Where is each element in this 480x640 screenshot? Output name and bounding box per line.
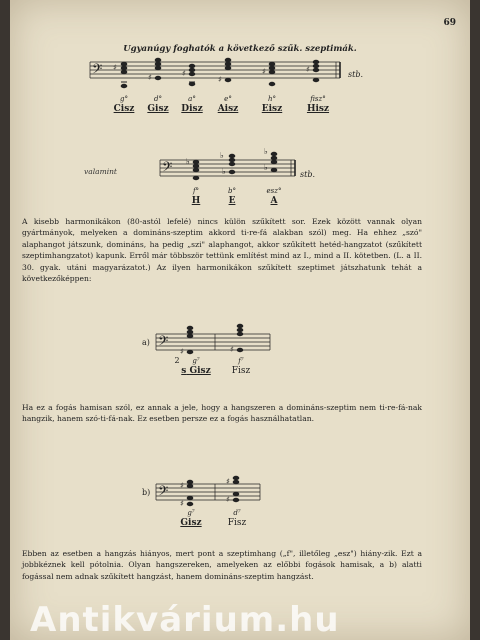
svg-text:♭: ♭ bbox=[186, 157, 190, 166]
svg-text:♯: ♯ bbox=[306, 65, 310, 74]
svg-text:♯: ♯ bbox=[180, 499, 184, 508]
svg-text:♯: ♯ bbox=[230, 345, 234, 354]
page-number: 69 bbox=[443, 18, 456, 28]
label-2: d° Gisz bbox=[147, 95, 169, 114]
example-b-label: b) bbox=[142, 488, 151, 497]
svg-text:♯: ♯ bbox=[182, 69, 186, 78]
label-4: e° Aisz bbox=[217, 95, 239, 114]
paragraph-1: A kisebb harmonikákon (80-astól lefelé) nincs külön szűkített sor. Ezek között vannak olyan gyártmányok, melyeken a domináns-szeptim akkord ti-re-fá alakban szól) meg. Ha ehhez „szó" alaphangot játszunk, domináns, ha pedig „szi" alaphangot, akkor szűkített hetéd-hangzatot (szűkített szeptimhangzatot) kapunk. Erről már többször tettünk említést mind az I., mind a II. kötetben. (L. a II. 30. gyak. utáni magyarázatot.) Az ilyen harmonikákon szűkített szeptimet játszhatunk tehát a következőképpen: bbox=[22, 217, 422, 284]
svg-text:♭: ♭ bbox=[264, 147, 268, 156]
svg-text:𝄢: 𝄢 bbox=[158, 483, 169, 502]
svg-text:♯: ♯ bbox=[226, 495, 230, 504]
svg-text:♯: ♯ bbox=[180, 347, 184, 356]
label-b-1: g⁷ Gisz bbox=[180, 509, 202, 528]
stb-row-2: stb. bbox=[300, 170, 315, 179]
label-5: h° Eisz bbox=[261, 95, 283, 114]
staff-example-b bbox=[10, 0, 470, 540]
svg-text:♭: ♭ bbox=[222, 167, 226, 176]
label-a: esz° A bbox=[266, 187, 282, 206]
example-a-label: a) bbox=[142, 338, 150, 347]
svg-text:♭: ♭ bbox=[220, 151, 224, 160]
svg-text:♯: ♯ bbox=[113, 63, 117, 72]
svg-text:♯: ♯ bbox=[180, 481, 184, 490]
fingering-a: 2 bbox=[174, 356, 180, 365]
svg-text:𝄢: 𝄢 bbox=[158, 333, 169, 352]
label-1: g° Cisz bbox=[113, 95, 135, 114]
svg-text:♯: ♯ bbox=[226, 477, 230, 486]
label-3: a° Disz bbox=[181, 95, 203, 114]
svg-text:♯: ♯ bbox=[148, 73, 152, 82]
label-a-1: g⁷ s Gisz bbox=[181, 357, 211, 376]
label-b-2: d⁷ Fisz bbox=[227, 509, 247, 528]
svg-text:𝄢: 𝄢 bbox=[162, 159, 173, 178]
label-a-2: f⁷ Fisz bbox=[231, 357, 251, 376]
valamint-label: valamint bbox=[84, 167, 117, 176]
svg-text:♯: ♯ bbox=[262, 67, 266, 76]
watermark: Antikvárium.hu bbox=[30, 600, 340, 640]
paragraph-3: Ebben az esetben a hangzás hiányos, mert pont a szeptimhang („f", illetőleg „esz") hiány-zik. Ezt a jobbkéznek kell pótolnia. Olyan hangszereken, amelyeken az előbbi fogások hamisak, a b) alatti fogással nem adnak szűkített hangzást, hanem domináns-szeptim hangzást. bbox=[22, 549, 422, 581]
label-e: b° E bbox=[228, 187, 236, 206]
svg-text:♭: ♭ bbox=[264, 163, 268, 172]
book-page bbox=[10, 0, 470, 640]
section-heading: Ugyanúgy foghatók a következő szűk. szeptimák. bbox=[123, 44, 357, 54]
label-h: f° H bbox=[191, 187, 201, 206]
svg-text:♯: ♯ bbox=[218, 75, 222, 84]
paragraph-2: Ha ez a fogás hamisan szól, ez annak a jele, hogy a hangszeren a domináns-szeptim nem ti-re-fá-nak hangzik, hanem szó-ti-fá-nak. Ez esetben persze ez a fogás használhatatlan. bbox=[22, 403, 422, 424]
stb-row-1: stb. bbox=[348, 70, 363, 79]
label-6: fisz° Hisz bbox=[306, 95, 330, 114]
svg-text:𝄢: 𝄢 bbox=[92, 61, 103, 80]
